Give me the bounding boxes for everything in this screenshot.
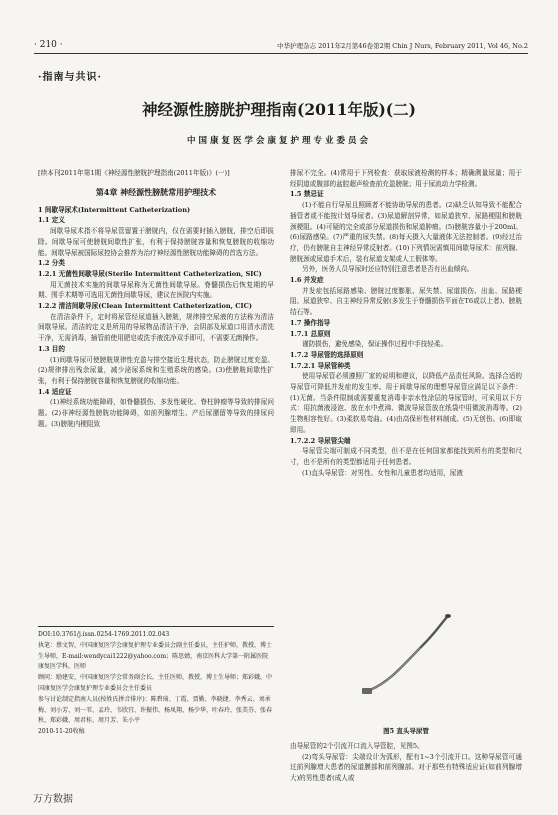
journal-citation: 中华护理杂志 2011年2月第46卷第2期 Chin J Nurs, February 2011, Vol 46, No.2 <box>277 42 528 50</box>
after-figure-text <box>290 741 522 784</box>
paragraph: (2)弯头导尿管：尖端设计为弧形，配有1~3个引流开口。这种导尿管可通过前列腺增大患者的尿道膜部和前列腺部。对于那些有特殊适应证(如前列腺增大)的男性患者(成人或 <box>290 752 522 783</box>
heading: 1.7 操作指导 <box>290 318 331 327</box>
paragraph: 另外，医务人员导尿时还应特别注意患者是否有出血倾向。 <box>302 265 474 274</box>
author-organization: 中国康复医学会康复护理专业委员会 <box>186 136 371 146</box>
heading: 1.2 分类 <box>38 259 65 268</box>
header-rule <box>34 53 528 54</box>
paragraph: (1)不能自行导尿且照顾者不能协助导尿的患者。(2)缺乏认知导致不能配合插管者或不能按计划导尿者。(3)尿道解剖异常，如尿道狭窄、尿路梗阻和膀胱颈梗阻。(4)可疑的完全或部分尿道损伤和尿道肿瘤。(5)膀胱容量小于200ml。(6)尿路感染。(7)严重的尿失禁。(8)每天摄入大量液体无法控制者。(9)经过治疗，仍有膀胱自主神经异常反射者。(10)下列情况需慎用间歇导尿术：前列腺、膀胱颈或尿道手术后，装有尿道支架或人工假体等。 <box>290 201 522 263</box>
heading: 1.2.2 清洁间歇导尿(Clean Intermittent Catheterization, CIC) <box>38 302 252 311</box>
left-column <box>38 168 274 429</box>
section-label: ·指南与共识· <box>38 72 102 83</box>
running-header <box>34 38 528 54</box>
paragraph: (1)间歇导尿可使膀胱规律性充盈与排空接近生理状态，防止膀胱过度充盈。(2)规律排出残余尿量，减少泌尿系统和生殖系统的感染。(3)使膀胱间歇性扩张，有利于保持膀胱容量和恢复膀胱的收缩功能。 <box>38 355 274 385</box>
footnote-line: 参与讨论制定指南人员(按姓氏拼音排序)：陈碧琦、丁霞、贾勤、李晓捷、李秀云、刘承梅、刘小芳、刘一苇、孟玲、韦欣宜、许振伟、杨凤翔、杨少华、叶春玲、张美芬、张春秋、郑彩娥、周君桂、周月芳、朱小平 <box>38 695 273 725</box>
straight-tip-catheter-figure <box>360 608 455 696</box>
paragraph: 谨防损伤，避免感染，保证操作过程中手技轻柔。 <box>302 340 448 349</box>
heading: 1.4 适应证 <box>38 387 72 396</box>
paragraph: 排尿不完全。(4)常用于下列检查：获取尿液检测的样本；精确测量尿量；用于经阴道或腹部的盆腔超声检查前充盈膀胱；用于尿流动力学检测。 <box>290 169 522 188</box>
paragraph: (1)神经系统功能障碍，如脊髓损伤、多发性硬化、脊柱肿瘤等导致的排尿问题。(2)非神经源性膀胱功能障碍，如前列腺增生、产后尿潴留等导致的排尿问题。(3)膀胱内梗阻致 <box>38 398 274 428</box>
figure-caption: 图5 直头导尿管 <box>383 727 429 735</box>
paragraph: (1)直头导尿管：对男性、女性和儿童患者均适用，尿液 <box>302 468 463 477</box>
heading: 1.7.2 导尿管的选择原则 <box>290 350 364 359</box>
heading: 1.7.2.2 导尿管尖端 <box>290 436 351 445</box>
footnote-line: DOI:10.3761/j.issn.0254-1769.2011.02.043 <box>38 631 170 638</box>
heading: 1.7.2.1 导尿管种类 <box>290 361 351 370</box>
heading: 1.7.1 总原则 <box>290 329 331 338</box>
paragraph: 并发症包括尿路感染、膀胱过度膨胀、尿失禁、尿道损伤、出血、尿路梗阻、尿道狭窄、自主神经异常反射(多发生于脊髓损伤平面在T6或以上者)、膀胱结石等。 <box>290 286 522 317</box>
footnotes <box>38 626 274 738</box>
paragraph: 间歇导尿术指不将导尿管留置于膀胱内，仅在需要时插入膀胱，排空后即拔除。间歇导尿可使膀胱间歇性扩张，有利于保持膀胱容量和恢复膀胱的收缩功能。间歇导尿被国际尿控协会推荐为治疗神经源性膀胱功能障碍的首选方法。 <box>38 227 274 257</box>
page-number: · 210 · <box>34 40 63 50</box>
heading: 1.1 定义 <box>38 216 65 225</box>
footnote-line: 顾问：励建安，中国康复医学会常务副会长，主任医师，教授，博士生导师；郑彩娥，中国康复医学会康复护理专业委员会主任委员 <box>38 674 273 692</box>
paragraph: 使用导尿管必须遵照厂家的说明和建议，以降低产品责任风险。选择合适的导尿管可降低并发症的发生率。用于间歇导尿的理想导尿管应满足以下条件：(1)无菌。当条件限制或需要重复消毒非亲水性涂层的导尿管时，可采用以下方式：用抗菌液浸泡、放在水中煮沸、微波导尿管放在纸袋中用微波消毒等。(2)生物相容性好。(3)柔软易弯曲。(4)由高保形性材料制成。(5)无创伤。(6)即取即用。 <box>290 372 522 434</box>
paragraph: 由导尿管的2个引流开口流入导管腔，见图5。 <box>290 742 424 750</box>
footnote-line: 执笔：蔡文智，中国康复医学会康复护理专业委员会副主任委员，主任护师，教授，博士生导师，E-mail:wendycai1222@yahoo.com；陈思婧，南京医科大学第一附属医院康复医学科，医师 <box>38 641 273 671</box>
heading: 第4章 神经源性膀胱常用护理技术 <box>95 186 217 197</box>
heading: 1 间歇导尿术(Intermittent Catheterization) <box>38 205 191 214</box>
heading: 1.3 目的 <box>38 344 65 353</box>
paragraph: 在清洁条件下，定时将尿管经尿道插入膀胱，规律排空尿液的方法称为清洁间歇导尿。清洁的定义是所用的导尿物品清洁干净，会阴部及尿道口用清水清洗干净，无需消毒，插管前使用肥皂或洗手液洗净双手即可，不需要无菌操作。 <box>38 312 274 343</box>
heading: 1.2.1 无菌性间歇导尿(Sterile Intermittent Catheterization, SIC) <box>38 269 262 278</box>
paragraph: [续本刊2011年第1期《神经源性膀胱护理指南(2011年版)》(一)] <box>38 169 230 177</box>
heading: 1.5 禁忌证 <box>290 190 324 199</box>
watermark: 万方数据 <box>33 794 73 805</box>
footnote-rule <box>38 626 274 627</box>
footnote-line: 2010-11-20收稿 <box>38 728 85 736</box>
heading: 1.6 并发症 <box>290 276 324 285</box>
right-column <box>290 168 522 478</box>
paragraph: 用无菌技术实施的间歇导尿称为无菌性间歇导尿。脊髓损伤后恢复期的早期、围手术期等可选用无菌性间歇导尿，建议在医院内实施。 <box>38 280 274 300</box>
article-title: 神经源性膀胱护理指南(2011年版)(二) <box>142 100 416 119</box>
paragraph: 导尿管尖端可制成不同类型，但不是在任何国家都能找到所有的类型和尺寸，也不是所有的类型都适用于任何患者。 <box>290 447 522 466</box>
